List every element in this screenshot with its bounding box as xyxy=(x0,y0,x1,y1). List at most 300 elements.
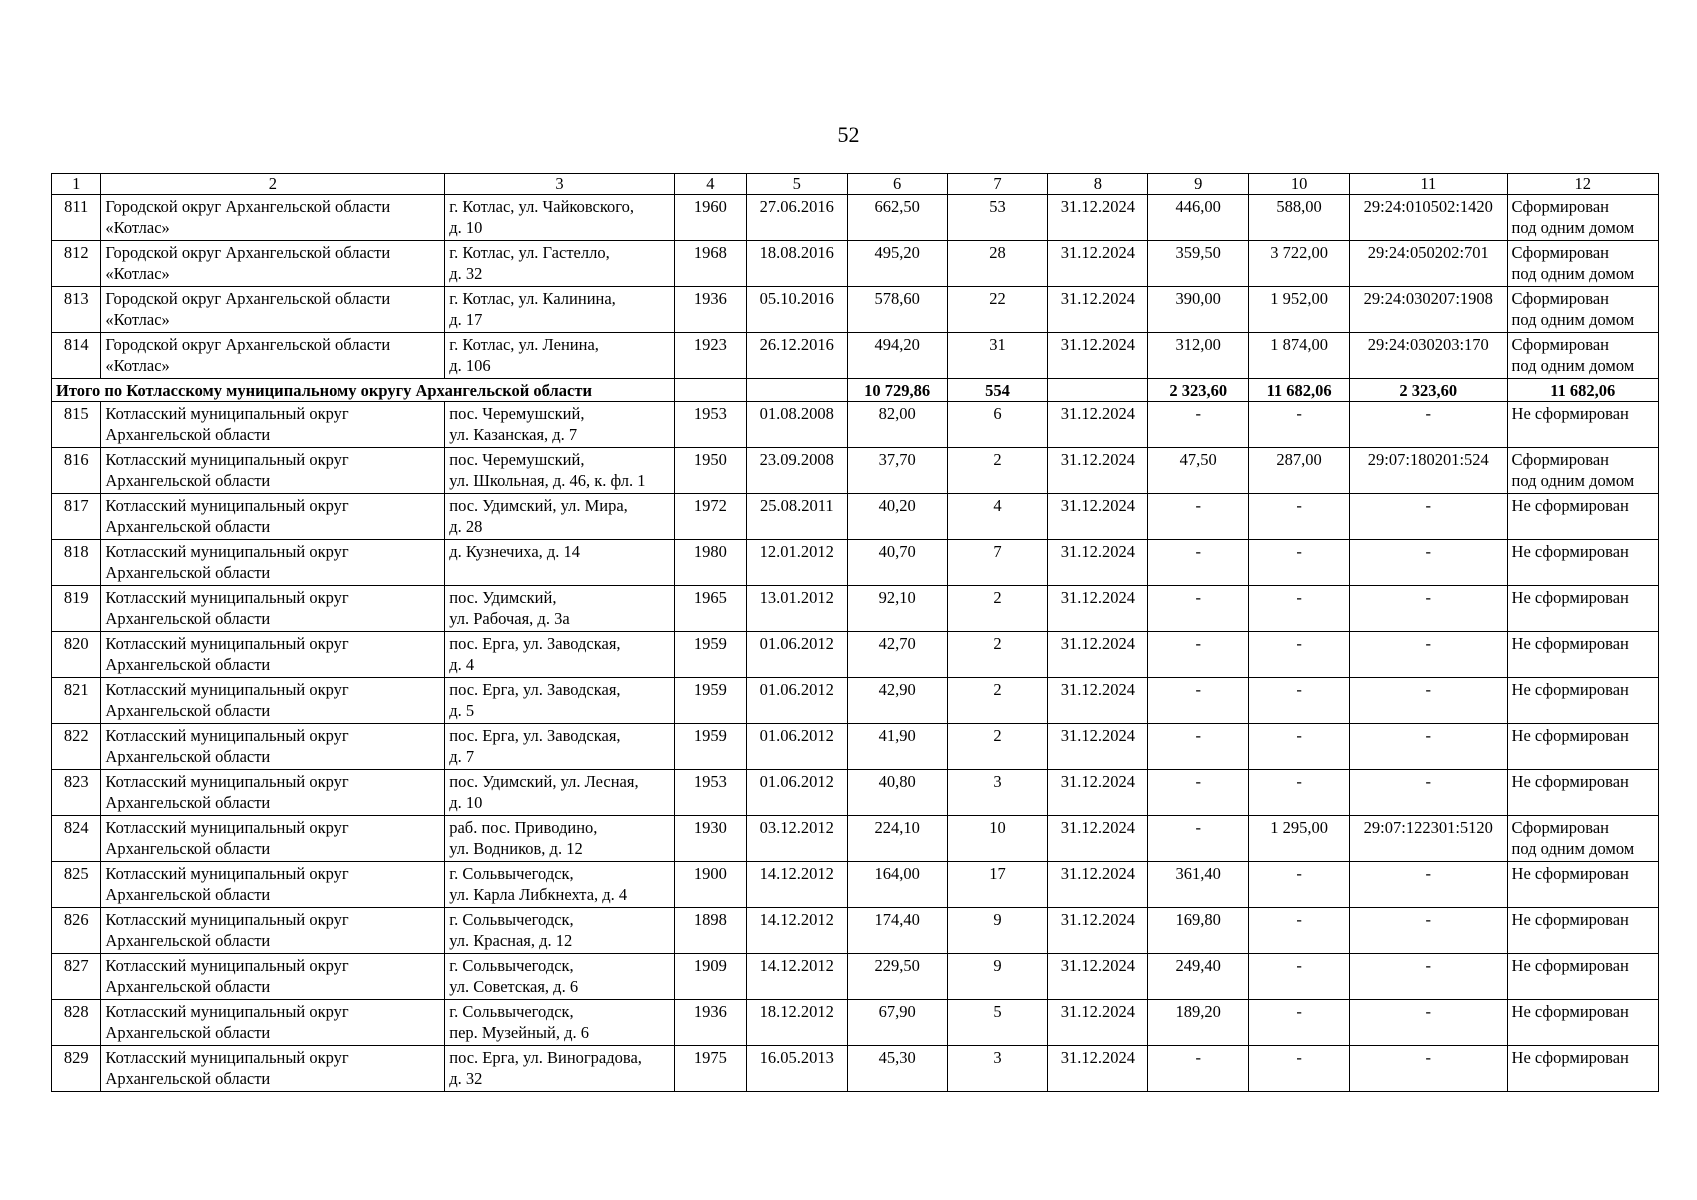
residents-cell: 2 xyxy=(947,586,1048,632)
col9-cell: - xyxy=(1148,724,1249,770)
municipality-line: Архангельской области xyxy=(105,885,271,904)
municipality-cell xyxy=(101,494,445,540)
cadastral-cell: - xyxy=(1350,494,1508,540)
address-line: пос. Ерга, ул. Заводская, xyxy=(449,680,621,699)
address-cell xyxy=(445,586,675,632)
total-residents: 554 xyxy=(947,379,1048,402)
address-line: пер. Музейный, д. 6 xyxy=(449,1023,589,1042)
deadline-cell: 31.12.2024 xyxy=(1048,195,1148,241)
row-number: 828 xyxy=(52,1000,101,1046)
land-status-line: Сформирован xyxy=(1511,450,1609,469)
row-number: 821 xyxy=(52,678,101,724)
row-number: 824 xyxy=(52,816,101,862)
table-row xyxy=(52,448,1659,494)
row-number: 815 xyxy=(52,402,101,448)
area-cell: 229,50 xyxy=(847,954,947,1000)
address-cell xyxy=(445,540,675,586)
residents-cell: 6 xyxy=(947,402,1048,448)
cadastral-cell: - xyxy=(1350,678,1508,724)
land-status-cell xyxy=(1507,195,1658,241)
municipality-line: «Котлас» xyxy=(105,310,170,329)
municipality-line: Котласский муниципальный округ xyxy=(105,772,349,791)
land-status-cell xyxy=(1507,494,1658,540)
address-cell xyxy=(445,908,675,954)
address-cell xyxy=(445,770,675,816)
address-line: д. 32 xyxy=(449,1069,483,1088)
municipality-line: Архангельской области xyxy=(105,977,271,996)
land-status-cell xyxy=(1507,632,1658,678)
year-cell: 1953 xyxy=(674,402,746,448)
table-row xyxy=(52,816,1659,862)
deadline-cell: 31.12.2024 xyxy=(1048,724,1148,770)
deadline-cell: 31.12.2024 xyxy=(1048,448,1148,494)
col9-cell: - xyxy=(1148,632,1249,678)
land-status-line: под одним домом xyxy=(1511,839,1635,858)
deadline-cell: 31.12.2024 xyxy=(1048,862,1148,908)
municipality-line: Архангельской области xyxy=(105,425,271,444)
column-number-8: 8 xyxy=(1048,174,1148,195)
total-col9: 2 323,60 xyxy=(1148,379,1249,402)
municipality-cell xyxy=(101,1046,445,1092)
total-col10: 11 682,06 xyxy=(1249,379,1350,402)
municipality-line: Архангельской области xyxy=(105,839,271,858)
row-number: 811 xyxy=(52,195,101,241)
land-status-line: Не сформирован xyxy=(1511,956,1629,975)
date-cell: 03.12.2012 xyxy=(746,816,847,862)
area-cell: 45,30 xyxy=(847,1046,947,1092)
residents-cell: 10 xyxy=(947,816,1048,862)
cadastral-cell: - xyxy=(1350,402,1508,448)
col10-cell: - xyxy=(1249,724,1350,770)
address-cell xyxy=(445,494,675,540)
year-cell: 1968 xyxy=(674,241,746,287)
column-number-9: 9 xyxy=(1148,174,1249,195)
col9-cell: 249,40 xyxy=(1148,954,1249,1000)
address-cell xyxy=(445,632,675,678)
date-cell: 16.05.2013 xyxy=(746,1046,847,1092)
address-cell xyxy=(445,333,675,379)
col10-cell: 3 722,00 xyxy=(1249,241,1350,287)
area-cell: 224,10 xyxy=(847,816,947,862)
land-status-line: Сформирован xyxy=(1511,335,1609,354)
date-cell: 25.08.2011 xyxy=(746,494,847,540)
municipality-cell xyxy=(101,586,445,632)
address-line: д. 10 xyxy=(449,793,483,812)
municipality-line: Городской округ Архангельской области xyxy=(105,197,391,216)
address-line: д. Кузнечиха, д. 14 xyxy=(449,542,581,561)
year-cell: 1980 xyxy=(674,540,746,586)
area-cell: 41,90 xyxy=(847,724,947,770)
address-line: д. 106 xyxy=(449,356,491,375)
address-line: д. 32 xyxy=(449,264,483,283)
land-status-line: Не сформирован xyxy=(1511,634,1629,653)
column-number-2: 2 xyxy=(101,174,445,195)
residents-cell: 3 xyxy=(947,770,1048,816)
col10-cell: - xyxy=(1249,540,1350,586)
area-cell: 40,80 xyxy=(847,770,947,816)
residents-cell: 31 xyxy=(947,333,1048,379)
table-row xyxy=(52,908,1659,954)
residents-cell: 3 xyxy=(947,1046,1048,1092)
col10-cell: 1 295,00 xyxy=(1249,816,1350,862)
deadline-cell: 31.12.2024 xyxy=(1048,954,1148,1000)
registry-table xyxy=(51,173,1659,1092)
date-cell: 14.12.2012 xyxy=(746,908,847,954)
address-line: г. Сольвычегодск, xyxy=(449,956,574,975)
municipality-cell xyxy=(101,195,445,241)
land-status-line: Не сформирован xyxy=(1511,910,1629,929)
address-line: г. Котлас, ул. Чайковского, xyxy=(449,197,635,216)
total-area: 10 729,86 xyxy=(847,379,947,402)
address-line: пос. Ерга, ул. Заводская, xyxy=(449,726,621,745)
municipality-line: Архангельской области xyxy=(105,517,271,536)
col10-cell: 588,00 xyxy=(1249,195,1350,241)
address-cell xyxy=(445,862,675,908)
table-row xyxy=(52,954,1659,1000)
municipality-line: Архангельской области xyxy=(105,1023,271,1042)
land-status-line: Не сформирован xyxy=(1511,772,1629,791)
area-cell: 495,20 xyxy=(847,241,947,287)
land-status-cell xyxy=(1507,333,1658,379)
address-cell xyxy=(445,678,675,724)
land-status-line: Сформирован xyxy=(1511,197,1609,216)
deadline-cell: 31.12.2024 xyxy=(1048,402,1148,448)
land-status-line: под одним домом xyxy=(1511,471,1635,490)
column-number-4: 4 xyxy=(674,174,746,195)
area-cell: 37,70 xyxy=(847,448,947,494)
land-status-line: под одним домом xyxy=(1511,218,1635,237)
address-cell xyxy=(445,287,675,333)
address-line: ул. Казанская, д. 7 xyxy=(449,425,578,444)
table-row xyxy=(52,1046,1659,1092)
area-cell: 92,10 xyxy=(847,586,947,632)
address-line: д. 28 xyxy=(449,517,483,536)
municipality-line: Архангельской области xyxy=(105,471,271,490)
municipality-line: Городской округ Архангельской области xyxy=(105,335,391,354)
municipality-line: Котласский муниципальный округ xyxy=(105,910,349,929)
cadastral-cell: 29:24:030203:170 xyxy=(1350,333,1508,379)
municipality-cell xyxy=(101,1000,445,1046)
date-cell: 23.09.2008 xyxy=(746,448,847,494)
row-number: 826 xyxy=(52,908,101,954)
column-number-3: 3 xyxy=(445,174,675,195)
land-status-line: Не сформирован xyxy=(1511,542,1629,561)
cadastral-cell: - xyxy=(1350,1000,1508,1046)
municipality-cell xyxy=(101,402,445,448)
address-cell xyxy=(445,195,675,241)
land-status-cell xyxy=(1507,540,1658,586)
address-line: ул. Водников, д. 12 xyxy=(449,839,583,858)
municipality-line: Котласский муниципальный округ xyxy=(105,404,349,423)
land-status-cell xyxy=(1507,241,1658,287)
address-line: д. 4 xyxy=(449,655,475,674)
residents-cell: 5 xyxy=(947,1000,1048,1046)
col9-cell: 359,50 xyxy=(1148,241,1249,287)
year-cell: 1959 xyxy=(674,678,746,724)
residents-cell: 22 xyxy=(947,287,1048,333)
year-cell: 1930 xyxy=(674,816,746,862)
row-number: 816 xyxy=(52,448,101,494)
col9-cell: - xyxy=(1148,586,1249,632)
total-row xyxy=(52,379,1659,402)
date-cell: 01.06.2012 xyxy=(746,632,847,678)
column-number-12: 12 xyxy=(1507,174,1658,195)
land-status-line: Сформирован xyxy=(1511,243,1609,262)
col10-cell: 287,00 xyxy=(1249,448,1350,494)
cadastral-cell: - xyxy=(1350,770,1508,816)
address-line: пос. Черемушский, xyxy=(449,404,585,423)
empty-cell xyxy=(674,379,746,402)
land-status-cell xyxy=(1507,1000,1658,1046)
area-cell: 40,20 xyxy=(847,494,947,540)
row-number: 812 xyxy=(52,241,101,287)
municipality-cell xyxy=(101,540,445,586)
municipality-line: Котласский муниципальный округ xyxy=(105,956,349,975)
land-status-line: Не сформирован xyxy=(1511,864,1629,883)
address-cell xyxy=(445,816,675,862)
municipality-line: Котласский муниципальный округ xyxy=(105,680,349,699)
col9-cell: - xyxy=(1148,678,1249,724)
address-line: пос. Удимский, ул. Мира, xyxy=(449,496,628,515)
address-line: г. Котлас, ул. Ленина, xyxy=(449,335,599,354)
total-col12: 11 682,06 xyxy=(1507,379,1658,402)
address-line: пос. Черемушский, xyxy=(449,450,585,469)
table-row xyxy=(52,241,1659,287)
year-cell: 1965 xyxy=(674,586,746,632)
cadastral-cell: - xyxy=(1350,954,1508,1000)
municipality-line: Котласский муниципальный округ xyxy=(105,588,349,607)
year-cell: 1960 xyxy=(674,195,746,241)
col9-cell: 390,00 xyxy=(1148,287,1249,333)
land-status-line: Не сформирован xyxy=(1511,1048,1629,1067)
col9-cell: - xyxy=(1148,540,1249,586)
municipality-cell xyxy=(101,862,445,908)
municipality-cell xyxy=(101,770,445,816)
area-cell: 42,70 xyxy=(847,632,947,678)
col10-cell: - xyxy=(1249,586,1350,632)
address-line: г. Котлас, ул. Калинина, xyxy=(449,289,616,308)
area-cell: 174,40 xyxy=(847,908,947,954)
column-number-10: 10 xyxy=(1249,174,1350,195)
municipality-line: «Котлас» xyxy=(105,264,170,283)
col10-cell: 1 952,00 xyxy=(1249,287,1350,333)
address-line: ул. Рабочая, д. 3а xyxy=(449,609,570,628)
year-cell: 1959 xyxy=(674,632,746,678)
col10-cell: - xyxy=(1249,770,1350,816)
table-body xyxy=(52,174,1659,1092)
table-row xyxy=(52,333,1659,379)
residents-cell: 2 xyxy=(947,724,1048,770)
deadline-cell: 31.12.2024 xyxy=(1048,1046,1148,1092)
deadline-cell: 31.12.2024 xyxy=(1048,1000,1148,1046)
municipality-line: Архангельской области xyxy=(105,655,271,674)
municipality-line: «Котлас» xyxy=(105,218,170,237)
land-status-line: Не сформирован xyxy=(1511,496,1629,515)
residents-cell: 17 xyxy=(947,862,1048,908)
address-line: пос. Удимский, ул. Лесная, xyxy=(449,772,639,791)
row-number: 818 xyxy=(52,540,101,586)
municipality-line: Архангельской области xyxy=(105,1069,271,1088)
land-status-cell xyxy=(1507,908,1658,954)
table-row xyxy=(52,287,1659,333)
cadastral-cell: 29:24:030207:1908 xyxy=(1350,287,1508,333)
municipality-cell xyxy=(101,678,445,724)
land-status-line: Не сформирован xyxy=(1511,404,1629,423)
municipality-line: Котласский муниципальный округ xyxy=(105,1048,349,1067)
land-status-line: Не сформирован xyxy=(1511,1002,1629,1021)
deadline-cell: 31.12.2024 xyxy=(1048,287,1148,333)
land-status-line: Не сформирован xyxy=(1511,726,1629,745)
address-line: раб. пос. Приводино, xyxy=(449,818,598,837)
column-number-row xyxy=(52,174,1659,195)
col10-cell: 1 874,00 xyxy=(1249,333,1350,379)
table-row xyxy=(52,678,1659,724)
deadline-cell: 31.12.2024 xyxy=(1048,678,1148,724)
column-number-6: 6 xyxy=(847,174,947,195)
deadline-cell: 31.12.2024 xyxy=(1048,494,1148,540)
date-cell: 14.12.2012 xyxy=(746,954,847,1000)
date-cell: 01.06.2012 xyxy=(746,770,847,816)
page-number: 52 xyxy=(837,122,860,147)
address-line: г. Сольвычегодск, xyxy=(449,864,574,883)
land-status-cell xyxy=(1507,724,1658,770)
deadline-cell: 31.12.2024 xyxy=(1048,586,1148,632)
cadastral-cell: - xyxy=(1350,1046,1508,1092)
area-cell: 578,60 xyxy=(847,287,947,333)
cadastral-cell: - xyxy=(1350,724,1508,770)
municipality-line: Архангельской области xyxy=(105,747,271,766)
land-status-line: под одним домом xyxy=(1511,356,1635,375)
date-cell: 01.08.2008 xyxy=(746,402,847,448)
col9-cell: 361,40 xyxy=(1148,862,1249,908)
table-row xyxy=(52,586,1659,632)
address-line: д. 17 xyxy=(449,310,483,329)
land-status-line: Сформирован xyxy=(1511,289,1609,308)
cadastral-cell: 29:07:122301:5120 xyxy=(1350,816,1508,862)
cadastral-cell: - xyxy=(1350,862,1508,908)
col9-cell: - xyxy=(1148,494,1249,540)
col10-cell: - xyxy=(1249,954,1350,1000)
column-number-1: 1 xyxy=(52,174,101,195)
municipality-line: Котласский муниципальный округ xyxy=(105,496,349,515)
date-cell: 12.01.2012 xyxy=(746,540,847,586)
table-row xyxy=(52,862,1659,908)
land-status-line: Сформирован xyxy=(1511,818,1609,837)
year-cell: 1975 xyxy=(674,1046,746,1092)
address-line: ул. Красная, д. 12 xyxy=(449,931,573,950)
municipality-line: Котласский муниципальный округ xyxy=(105,818,349,837)
municipality-cell xyxy=(101,954,445,1000)
col10-cell: - xyxy=(1249,862,1350,908)
land-status-line: под одним домом xyxy=(1511,310,1635,329)
table-row xyxy=(52,1000,1659,1046)
address-line: пос. Удимский, xyxy=(449,588,557,607)
date-cell: 13.01.2012 xyxy=(746,586,847,632)
total-label: Итого по Котласскому муниципальному округу Архангельской области xyxy=(52,379,675,402)
residents-cell: 53 xyxy=(947,195,1048,241)
area-cell: 494,20 xyxy=(847,333,947,379)
land-status-cell xyxy=(1507,954,1658,1000)
row-number: 814 xyxy=(52,333,101,379)
residents-cell: 28 xyxy=(947,241,1048,287)
land-status-cell xyxy=(1507,287,1658,333)
municipality-line: Городской округ Архангельской области xyxy=(105,289,391,308)
land-status-line: Не сформирован xyxy=(1511,588,1629,607)
col9-cell: - xyxy=(1148,402,1249,448)
address-line: ул. Советская, д. 6 xyxy=(449,977,579,996)
table-row xyxy=(52,770,1659,816)
address-line: д. 7 xyxy=(449,747,475,766)
deadline-cell: 31.12.2024 xyxy=(1048,540,1148,586)
column-number-7: 7 xyxy=(947,174,1048,195)
land-status-cell xyxy=(1507,402,1658,448)
year-cell: 1898 xyxy=(674,908,746,954)
municipality-cell xyxy=(101,724,445,770)
row-number: 819 xyxy=(52,586,101,632)
col10-cell: - xyxy=(1249,402,1350,448)
address-line: д. 5 xyxy=(449,701,475,720)
year-cell: 1900 xyxy=(674,862,746,908)
address-line: г. Сольвычегодск, xyxy=(449,910,574,929)
area-cell: 82,00 xyxy=(847,402,947,448)
address-line: пос. Ерга, ул. Заводская, xyxy=(449,634,621,653)
table-row xyxy=(52,402,1659,448)
date-cell: 26.12.2016 xyxy=(746,333,847,379)
land-status-line: под одним домом xyxy=(1511,264,1635,283)
residents-cell: 9 xyxy=(947,954,1048,1000)
address-cell xyxy=(445,241,675,287)
address-line: г. Сольвычегодск, xyxy=(449,1002,574,1021)
residents-cell: 2 xyxy=(947,632,1048,678)
table-row xyxy=(52,724,1659,770)
municipality-cell xyxy=(101,632,445,678)
land-status-cell xyxy=(1507,448,1658,494)
col10-cell: - xyxy=(1249,1000,1350,1046)
address-line: ул. Карла Либкнехта, д. 4 xyxy=(449,885,628,904)
address-cell xyxy=(445,448,675,494)
year-cell: 1936 xyxy=(674,287,746,333)
deadline-cell: 31.12.2024 xyxy=(1048,816,1148,862)
address-cell xyxy=(445,1000,675,1046)
table-row xyxy=(52,632,1659,678)
row-number: 825 xyxy=(52,862,101,908)
row-number: 823 xyxy=(52,770,101,816)
col9-cell: 446,00 xyxy=(1148,195,1249,241)
col9-cell: 47,50 xyxy=(1148,448,1249,494)
municipality-line: Котласский муниципальный округ xyxy=(105,634,349,653)
col9-cell: 189,20 xyxy=(1148,1000,1249,1046)
deadline-cell: 31.12.2024 xyxy=(1048,632,1148,678)
area-cell: 67,90 xyxy=(847,1000,947,1046)
total-col11: 2 323,60 xyxy=(1350,379,1508,402)
municipality-line: Архангельской области xyxy=(105,793,271,812)
municipality-line: Котласский муниципальный округ xyxy=(105,450,349,469)
municipality-line: Котласский муниципальный округ xyxy=(105,1002,349,1021)
empty-cell xyxy=(1048,379,1148,402)
area-cell: 164,00 xyxy=(847,862,947,908)
col10-cell: - xyxy=(1249,494,1350,540)
cadastral-cell: 29:24:050202:701 xyxy=(1350,241,1508,287)
date-cell: 14.12.2012 xyxy=(746,862,847,908)
address-line: ул. Школьная, д. 46, к. фл. 1 xyxy=(449,471,646,490)
year-cell: 1936 xyxy=(674,1000,746,1046)
table-row xyxy=(52,195,1659,241)
area-cell: 662,50 xyxy=(847,195,947,241)
municipality-line: Котласский муниципальный округ xyxy=(105,726,349,745)
col10-cell: - xyxy=(1249,632,1350,678)
deadline-cell: 31.12.2024 xyxy=(1048,333,1148,379)
cadastral-cell: - xyxy=(1350,586,1508,632)
